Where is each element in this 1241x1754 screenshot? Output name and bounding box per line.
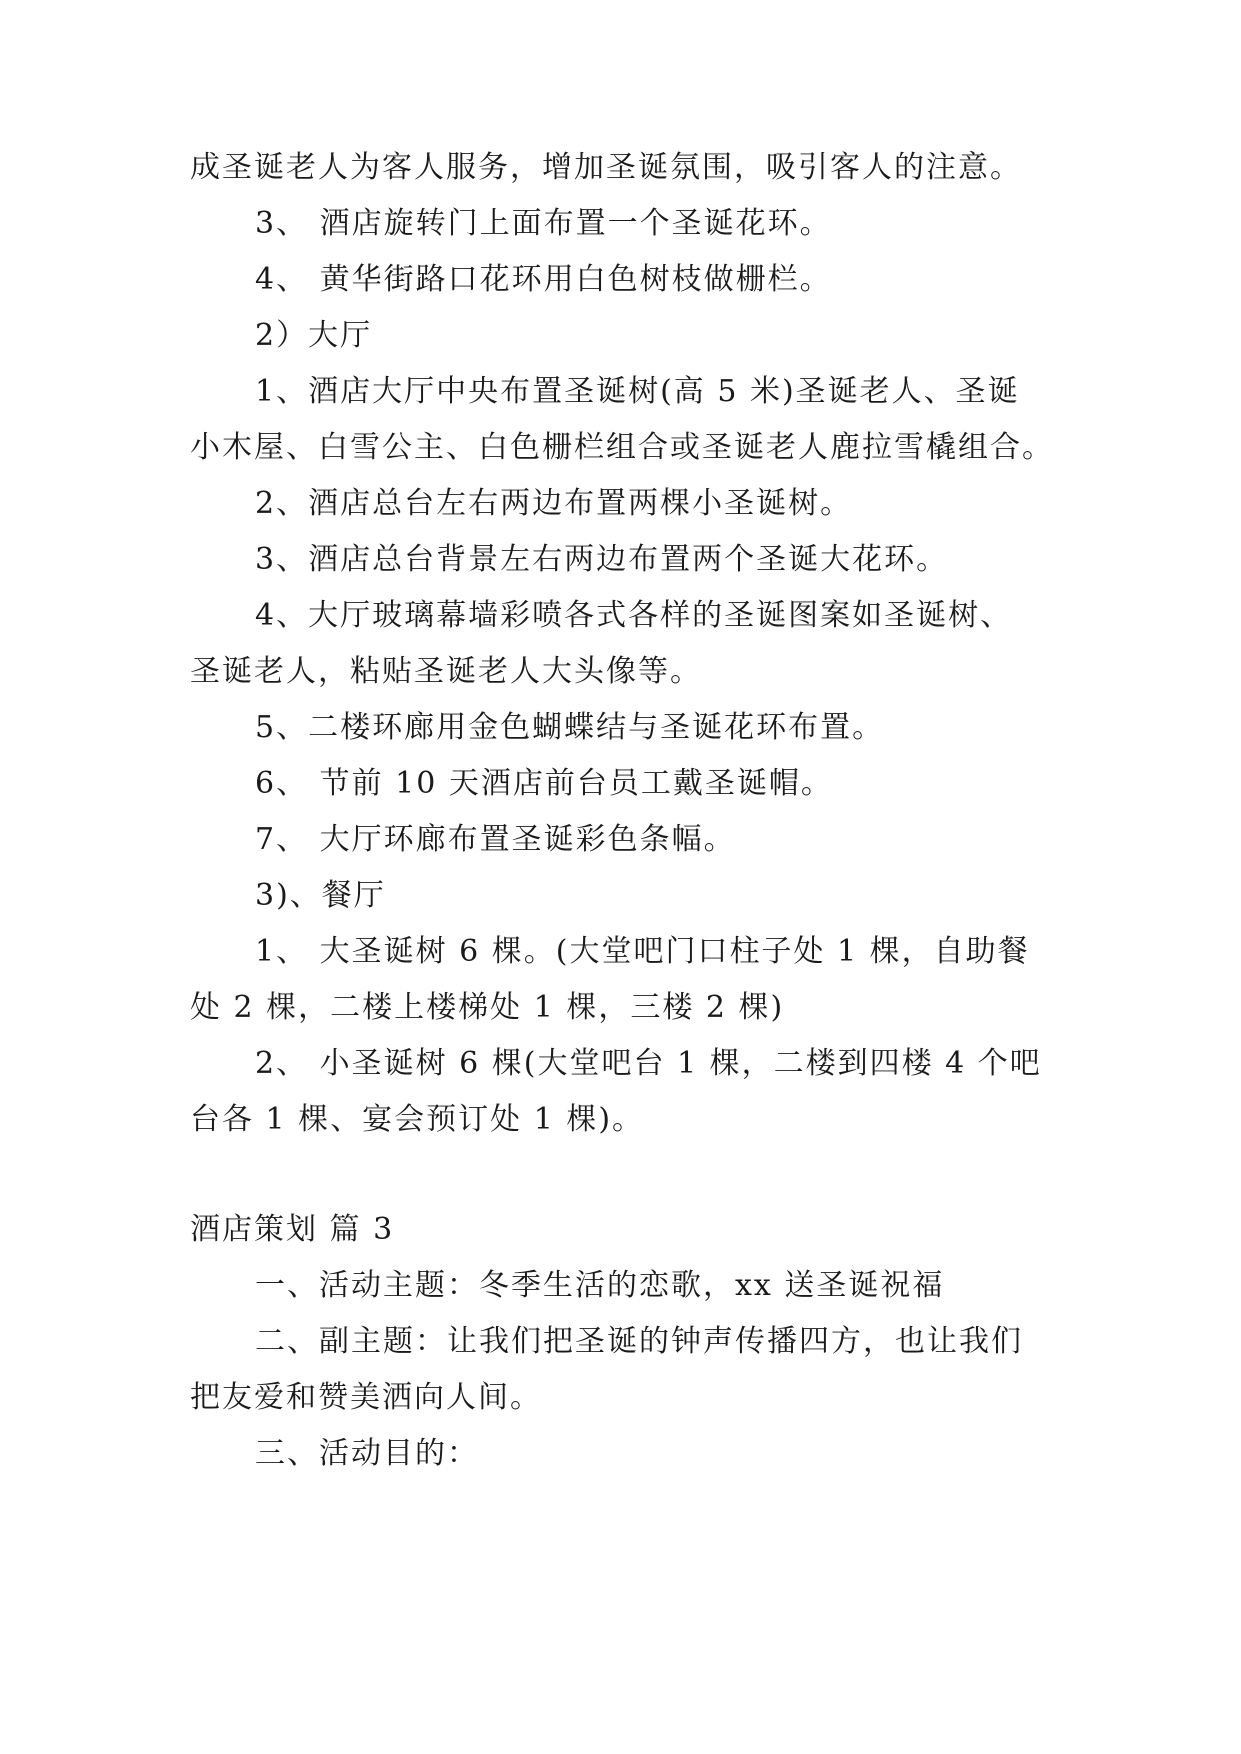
paragraph-line-continuation: 把友爱和赞美洒向人间。 <box>190 1380 542 1415</box>
list-item-street-fence: 4、 黄华街路口花环用白色树枝做栅栏。 <box>255 262 832 297</box>
list-item-small-trees: 2、 小圣诞树 6 棵(大堂吧台 1 棵，二楼到四楼 4 个吧 <box>255 1046 1042 1081</box>
list-item-front-desk-wreaths: 3、酒店总台背景左右两边布置两个圣诞大花环。 <box>255 542 949 577</box>
list-item-staff-hats: 6、 节前 10 天酒店前台员工戴圣诞帽。 <box>255 766 833 801</box>
list-item-purpose: 三、活动目的： <box>255 1436 479 1471</box>
list-item-revolving-door-wreath: 3、 酒店旋转门上面布置一个圣诞花环。 <box>255 206 832 241</box>
section-heading-lobby: 2）大厅 <box>255 318 373 353</box>
paragraph-line-continuation: 圣诞老人，粘贴圣诞老人大头像等。 <box>190 654 702 689</box>
section-heading-restaurant: 3)、餐厅 <box>255 878 386 913</box>
list-item-banners: 7、 大厅环廊布置圣诞彩色条幅。 <box>255 822 736 857</box>
list-item-glass-wall: 4、大厅玻璃幕墙彩喷各式各样的圣诞图案如圣诞树、 <box>255 598 1013 633</box>
list-item-large-trees: 1、 大圣诞树 6 棵。(大堂吧门口柱子处 1 棵，自助餐 <box>255 934 1030 969</box>
list-item-front-desk-trees: 2、酒店总台左右两边布置两棵小圣诞树。 <box>255 486 853 521</box>
paragraph-line-continuation: 处 2 棵，二楼上楼梯处 1 棵，三楼 2 棵) <box>190 990 785 1025</box>
list-item-lobby-tree: 1、酒店大厅中央布置圣诞树(高 5 米)圣诞老人、圣诞 <box>255 374 1020 409</box>
paragraph-line-continuation: 小木屋、白雪公主、白色栅栏组合或圣诞老人鹿拉雪橇组合。 <box>190 430 1054 465</box>
list-item-second-floor-corridor: 5、二楼环廊用金色蝴蝶结与圣诞花环布置。 <box>255 710 885 745</box>
section-title-plan-3: 酒店策划 篇 3 <box>190 1212 395 1247</box>
list-item-theme: 一、活动主题：冬季生活的恋歌，xx 送圣诞祝福 <box>255 1268 945 1303</box>
paragraph-line-continuation: 成圣诞老人为客人服务，增加圣诞氛围，吸引客人的注意。 <box>190 150 1022 185</box>
list-item-subtheme: 二、副主题：让我们把圣诞的钟声传播四方，也让我们 <box>255 1324 1023 1359</box>
paragraph-line-continuation: 台各 1 棵、宴会预订处 1 棵)。 <box>190 1102 645 1137</box>
